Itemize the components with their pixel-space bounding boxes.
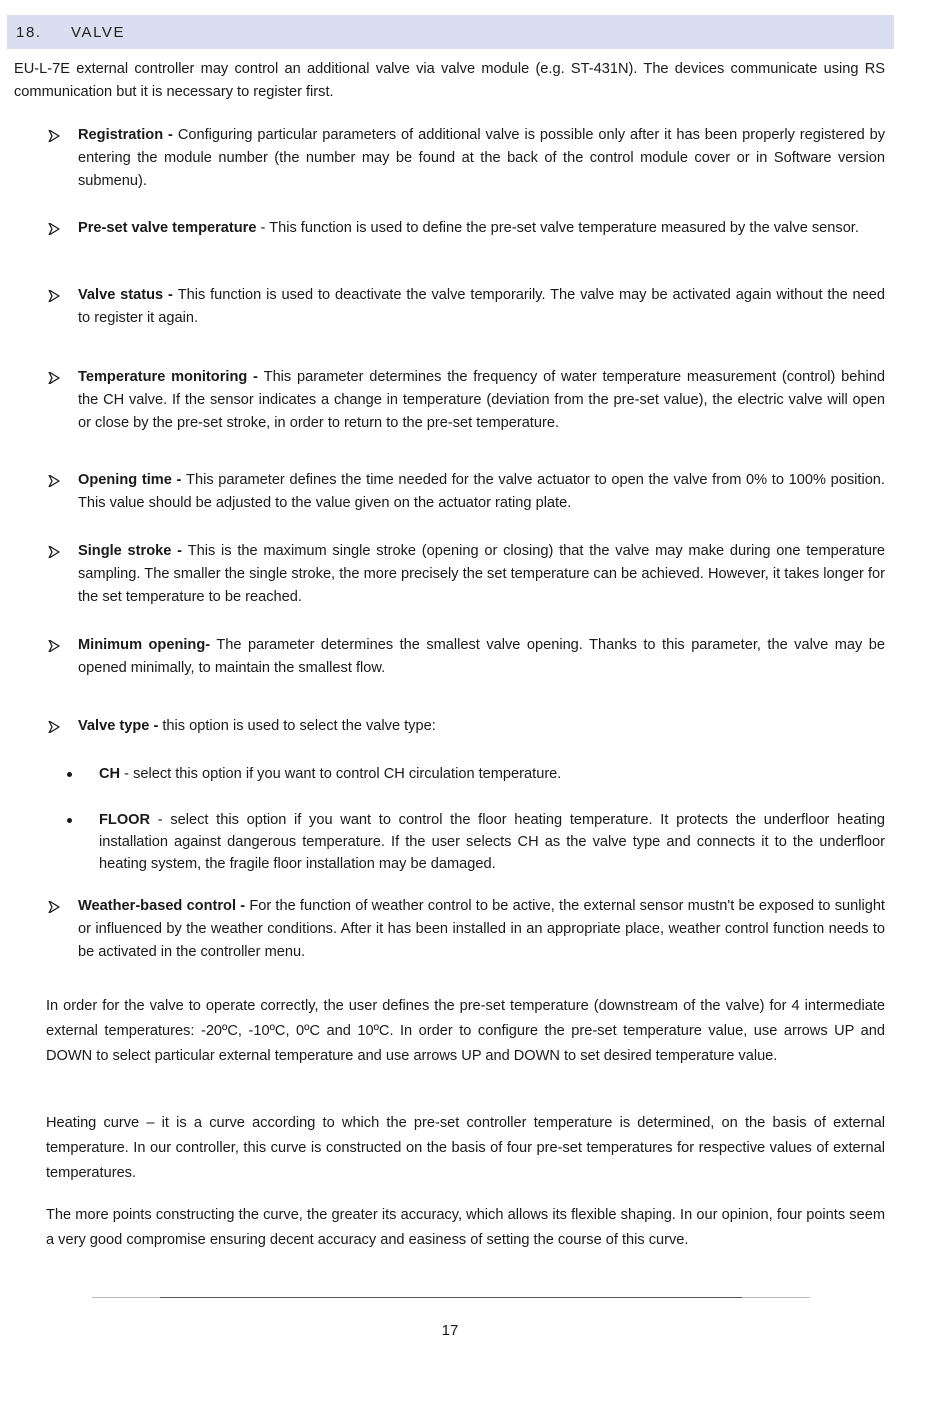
list-item-opening-time	[48, 469, 885, 515]
item-term: Valve status -	[78, 287, 178, 303]
item-term: Registration -	[78, 127, 178, 143]
item-text: Configuring particular parameters of additional valve is possible only after it has been properly registered by entering the module number (the number may be found at the back of the control module cover or in Software version submenu).	[78, 127, 886, 189]
bullet-dot-icon	[67, 772, 72, 777]
body-paragraph: In order for the valve to operate correctly, the user defines the pre-set temperature (downstream of the valve) for 4 intermediate external temperatures: -20ºC, -10ºC, 0ºC and 10ºC. In order to configure the pre-set temperature value, use arrows UP and DOWN to select particular external temperature and use arrows UP and DOWN to set desired temperature value.	[46, 998, 885, 1064]
item-text: This parameter defines the time needed for the valve actuator to open the valve from 0% to 100% position. This value should be adjusted to the value given on the actuator rating plate.	[78, 472, 885, 511]
body-paragraph: Heating curve – it is a curve according to which the pre-set controller temperature is determined, on the basis of external temperature. In our controller, this curve is constructed on the basis of four pre-set temperatures for respective values of external temperatures.	[46, 1115, 885, 1181]
intro-paragraph: EU-L-7E external controller may control an additional valve via valve module (e.g. ST-431N). The devices communicate using RS communication but it is necessary to register first.	[14, 61, 885, 100]
section-number: 18.	[16, 23, 42, 41]
arrow-bullet-icon	[48, 540, 62, 563]
section-header	[7, 15, 894, 49]
item-text: For the function of weather control to be active, the external sensor mustn't be exposed to sunlight or influenced by the weather conditions. After it has been installed in an appropriate place, weather control function needs to be activated in the controller menu.	[78, 898, 885, 960]
list-item-registration	[48, 124, 885, 193]
sub-item-floor	[67, 809, 885, 875]
list-item-minimum-opening	[48, 634, 885, 680]
item-text: This is the maximum single stroke (opening or closing) that the valve may make during one temperature sampling. The smaller the single stroke, the more precisely the set temperature can be achieved. However, it takes longer for the set temperature to be reached.	[78, 543, 885, 605]
arrow-bullet-icon	[48, 715, 62, 738]
arrow-bullet-icon	[48, 284, 62, 307]
item-text: this option is used to select the valve type:	[162, 718, 436, 734]
item-term: Weather-based control -	[78, 898, 250, 914]
sub-item-term: FLOOR	[99, 812, 151, 828]
sub-item-ch	[67, 763, 885, 785]
item-term: Valve type -	[78, 718, 163, 734]
sub-item-text: - select this option if you want to control CH circulation temperature.	[120, 766, 562, 782]
item-term: Pre-set valve temperature	[78, 220, 257, 236]
footer-divider	[92, 1297, 810, 1298]
arrow-bullet-icon	[48, 217, 62, 240]
item-term: Temperature monitoring -	[78, 369, 264, 385]
page-number: 17	[441, 1322, 459, 1339]
body-paragraph: The more points constructing the curve, the greater its accuracy, which allows its flexible shaping. In our opinion, four points seem a very good compromise ensuring decent accuracy and easiness of setting the course of this curve.	[46, 1207, 885, 1248]
item-text: The parameter determines the smallest valve opening. Thanks to this parameter, the valve may be opened minimally, to maintain the smallest flow.	[78, 637, 885, 676]
item-text: - This function is used to define the pre-set valve temperature measured by the valve sensor.	[256, 220, 859, 236]
arrow-bullet-icon	[48, 469, 62, 492]
list-item-weather-based-control	[48, 895, 885, 964]
section-title: VALVE	[71, 23, 126, 41]
arrow-bullet-icon	[48, 366, 62, 389]
list-item-temperature-monitoring	[48, 366, 885, 435]
arrow-bullet-icon	[48, 634, 62, 657]
item-text: This parameter determines the frequency of water temperature measurement (control) behind the CH valve. If the sensor indicates a change in temperature (deviation from the pre-set value), the electric valve will open or close by the pre-set stroke, in order to return to the pre-set temperature.	[78, 369, 885, 431]
item-term: Single stroke -	[78, 543, 188, 559]
list-item-valve-type	[48, 715, 885, 738]
list-item-valve-status	[48, 284, 885, 330]
bullet-dot-icon	[67, 818, 72, 823]
item-term: Opening time -	[78, 472, 187, 488]
item-text: This function is used to deactivate the valve temporarily. The valve may be activated again without the need to register it again.	[78, 287, 885, 326]
item-term: Minimum opening-	[78, 637, 211, 653]
sub-item-text: - select this option if you want to control the floor heating temperature. It protects the underfloor heating installation against dangerous temperature. If the user selects CH as the valve type and connects it to the underfloor heating system, the fragile floor installation may be damaged.	[99, 812, 885, 872]
list-item-single-stroke	[48, 540, 885, 609]
sub-item-term: CH	[99, 766, 121, 782]
arrow-bullet-icon	[48, 124, 62, 147]
list-item-preset-valve-temperature	[48, 217, 885, 240]
arrow-bullet-icon	[48, 895, 62, 918]
